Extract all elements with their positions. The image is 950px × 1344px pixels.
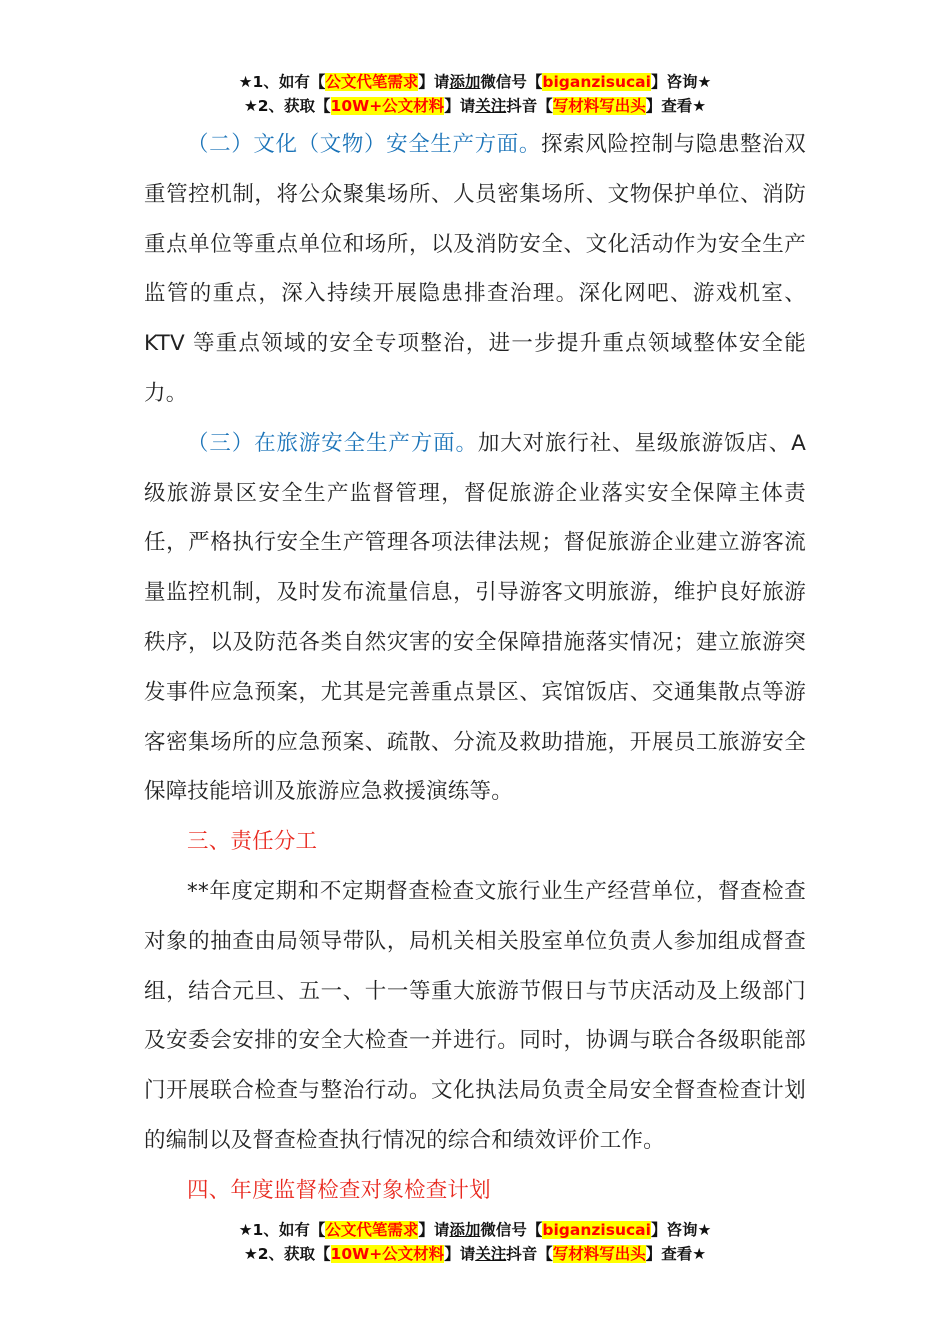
banner-text: 】查看★ [645, 97, 707, 115]
banner-highlight: 10W+公文材料 [330, 97, 445, 115]
paragraph-responsibility: **年度定期和不定期督查检查文旅行业生产经营单位，督查检查对象的抽查由局领导带队，局机关相关股室单位负责人参加组成督查组，结合元旦、五一、十一等重大旅游节假日与节庆活动及上级部门及安委会安排的安全大检查一并进行。同时，协调与联合各级职能部门开展联合检查与整治行动。文化执法局负责全局安全督查检查计划的编制以及督查检查执行情况的综合和绩效评价工作。 [144, 878, 806, 1153]
banner-wechat-id: biganzisucai [542, 1221, 651, 1239]
subheading-tourism-safety: （三）在旅游安全生产方面。 [187, 430, 478, 456]
banner-underlined: 添加 [449, 73, 481, 91]
banner-line-1 [0, 70, 950, 94]
banner-text: 抖音【 [506, 1245, 553, 1263]
banner-highlight: 公文代笔需求 [325, 73, 419, 91]
banner-text: 】咨询★ [650, 73, 712, 91]
document-body [144, 120, 806, 1216]
banner-line-1 [0, 1218, 950, 1242]
banner-text: ★1、如有【 [238, 73, 326, 91]
paragraph-tourism-safety [144, 419, 806, 817]
banner-text: 】请 [444, 97, 476, 115]
banner-text: 】请 [418, 1221, 450, 1239]
banner-text: ★2、获取【 [243, 1245, 331, 1263]
bottom-banner [0, 1218, 950, 1266]
banner-text: 】请 [418, 73, 450, 91]
paragraph-text: 加大对旅行社、星级旅游饭店、A 级旅游景区安全生产监督管理，督促旅游企业落实安全保障主体责任，严格执行安全生产管理各项法律法规；督促旅游企业建立游客流量监控机制，及时发布流量信息，引导游客文明旅游，维护良好旅游秩序，以及防范各类自然灾害的安全保障措施落实情况；建立旅游突发事件应急预案，尤其是完善重点景区、宾馆饭店、交通集散点等游客密集场所的应急预案、疏散、分流及救助措施，开展员工旅游安全保障技能培训及旅游应急救援演练等。 [144, 430, 806, 805]
banner-line-2 [0, 1242, 950, 1266]
banner-highlight: 10W+公文材料 [330, 1245, 445, 1263]
banner-text: 微信号【 [480, 73, 543, 91]
banner-underlined: 关注 [475, 1245, 507, 1263]
banner-line-2 [0, 94, 950, 118]
banner-underlined: 添加 [449, 1221, 481, 1239]
banner-highlight: 公文代笔需求 [325, 1221, 419, 1239]
banner-text: 】咨询★ [650, 1221, 712, 1239]
banner-douyin-id: 写材料写出头 [552, 1245, 646, 1263]
subheading-culture-safety: （二）文化（文物）安全生产方面。 [187, 132, 541, 157]
banner-text: 】请 [444, 1245, 476, 1263]
paragraph-culture-safety [144, 120, 806, 419]
paragraph-text: 探索风险控制与隐患整治双重管控机制，将公众聚集场所、人员密集场所、文物保护单位、消防重点单位等重点单位和场所，以及消防安全、文化活动作为安全生产监管的重点，深入持续开展隐患排查治理。深化网吧、游戏机室、KTV 等重点领域的安全专项整治，进一步提升重点领域整体安全能力。 [144, 132, 806, 406]
banner-underlined: 关注 [475, 97, 507, 115]
banner-text: 】查看★ [645, 1245, 707, 1263]
banner-wechat-id: biganzisucai [542, 73, 651, 91]
banner-text: ★1、如有【 [238, 1221, 326, 1239]
banner-text: 微信号【 [480, 1221, 543, 1239]
banner-text: 抖音【 [506, 97, 553, 115]
banner-text: ★2、获取【 [243, 97, 331, 115]
banner-douyin-id: 写材料写出头 [552, 97, 646, 115]
section-heading-annual-plan: 四、年度监督检查对象检查计划 [187, 1177, 491, 1203]
top-banner [0, 70, 950, 118]
section-heading-responsibility: 三、责任分工 [187, 829, 318, 855]
